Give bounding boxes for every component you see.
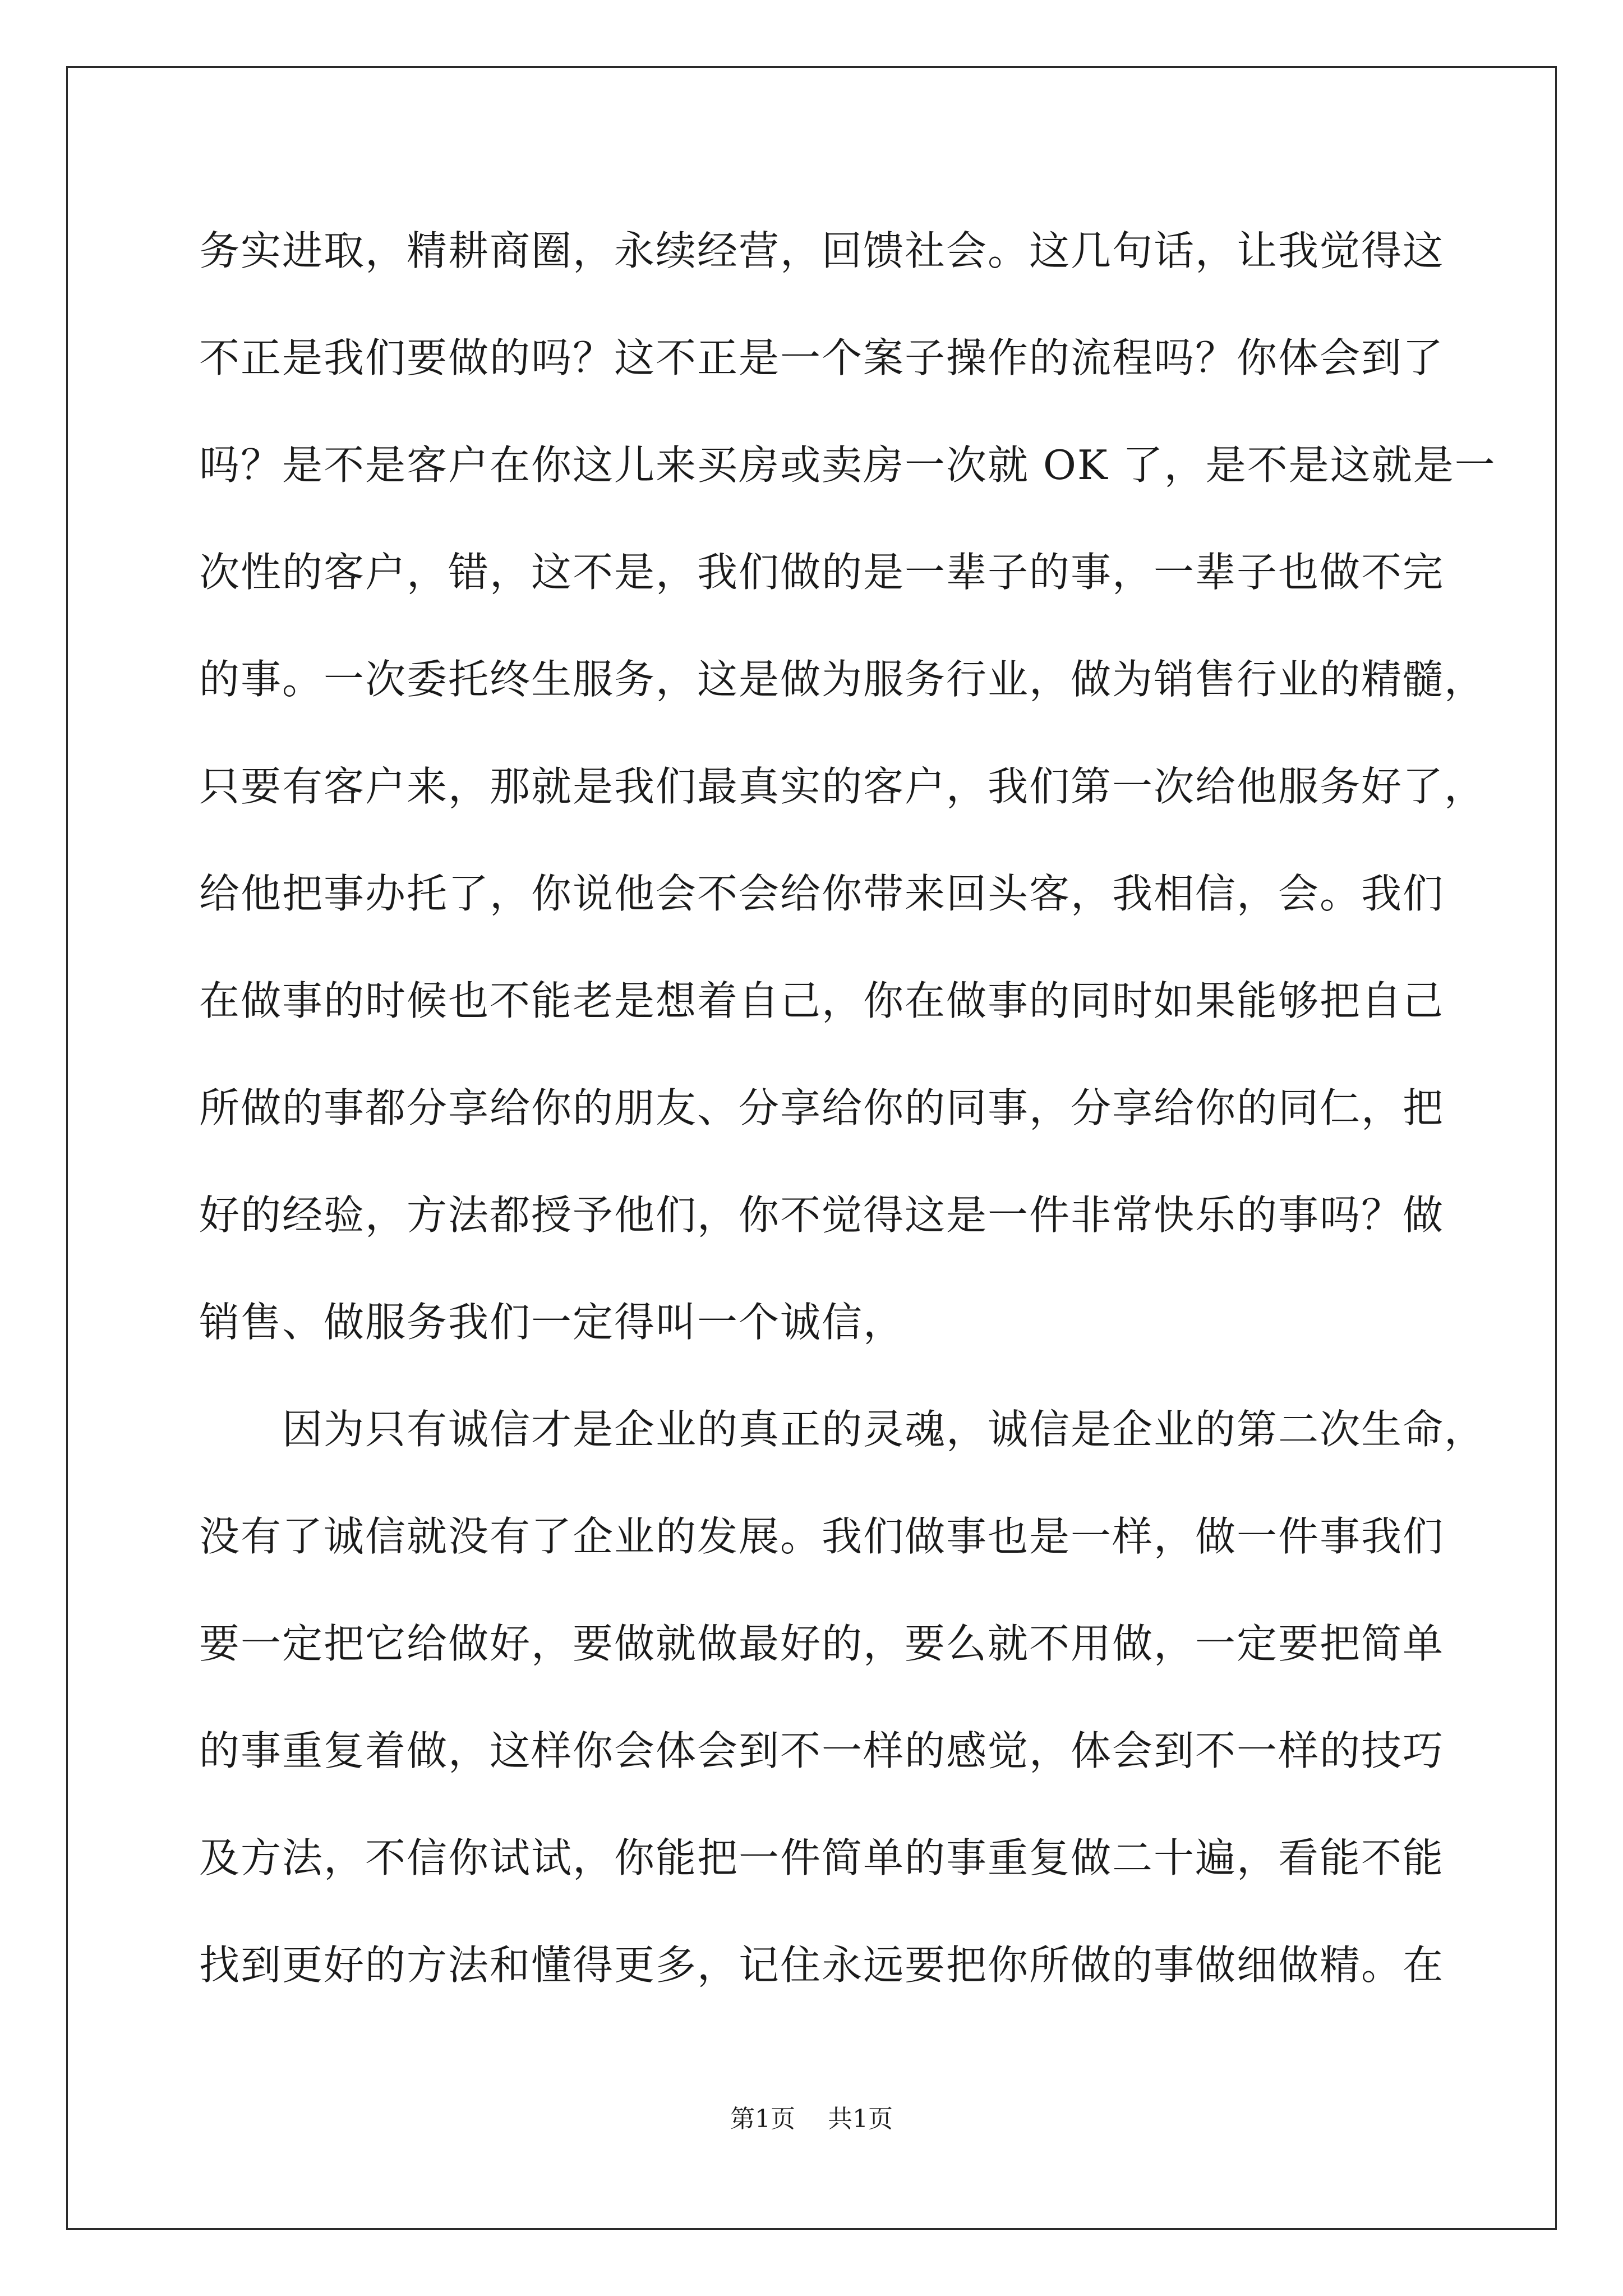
paragraph-2 — [199, 1387, 1486, 2030]
text-line: 次性的客户，错，这不是，我们做的是一辈子的事，一辈子也做不完 — [199, 549, 1445, 596]
text-line: 找到更好的方法和懂得更多，记住永远要把你所做的事做细做精。在 — [199, 1941, 1445, 1989]
text-line: 在做事的时候也不能老是想着自己，你在做事的同时如果能够把自己 — [199, 977, 1445, 1024]
text-line: 吗？是不是客户在你这儿来买房或卖房一次就 OK 了，是不是这就是一 — [199, 441, 1496, 489]
text-line: 的事。一次委托终生服务，这是做为服务行业，做为销售行业的精髓， — [199, 656, 1486, 703]
page-footer — [0, 2102, 1623, 2136]
page-number: 第1页 — [730, 2105, 795, 2133]
text-line: 的事重复着做，这样你会体会到不一样的感觉，体会到不一样的技巧 — [199, 1727, 1445, 1774]
text-line: 销售、做服务我们一定得叫一个诚信， — [199, 1299, 905, 1346]
text-line: 要一定把它给做好，要做就做最好的，要么就不用做，一定要把简单 — [199, 1620, 1445, 1667]
text-line: 只要有客户来，那就是我们最真实的客户，我们第一次给他服务好了， — [199, 763, 1486, 810]
text-line: 及方法，不信你试试，你能把一件简单的事重复做二十遍，看能不能 — [199, 1834, 1445, 1881]
text-line: 所做的事都分享给你的朋友、分享给你的同事，分享给你的同仁，把 — [199, 1084, 1445, 1131]
text-line: 不正是我们要做的吗？这不正是一个案子操作的流程吗？你体会到了 — [199, 334, 1445, 381]
paragraph-1 — [199, 209, 1496, 1387]
text-line-indented: 因为只有诚信才是企业的真正的灵魂，诚信是企业的第二次生命， — [282, 1406, 1486, 1453]
text-line: 务实进取，精耕商圈，永续经营，回馈社会。这几句话，让我觉得这 — [199, 227, 1445, 274]
page-total: 共1页 — [828, 2105, 893, 2133]
text-line: 没有了诚信就没有了企业的发展。我们做事也是一样，做一件事我们 — [199, 1513, 1445, 1560]
text-line: 好的经验，方法都授予他们，你不觉得这是一件非常快乐的事吗？做 — [199, 1191, 1445, 1239]
document-body — [199, 209, 1496, 2030]
text-line: 给他把事办托了，你说他会不会给你带来回头客，我相信，会。我们 — [199, 870, 1445, 917]
